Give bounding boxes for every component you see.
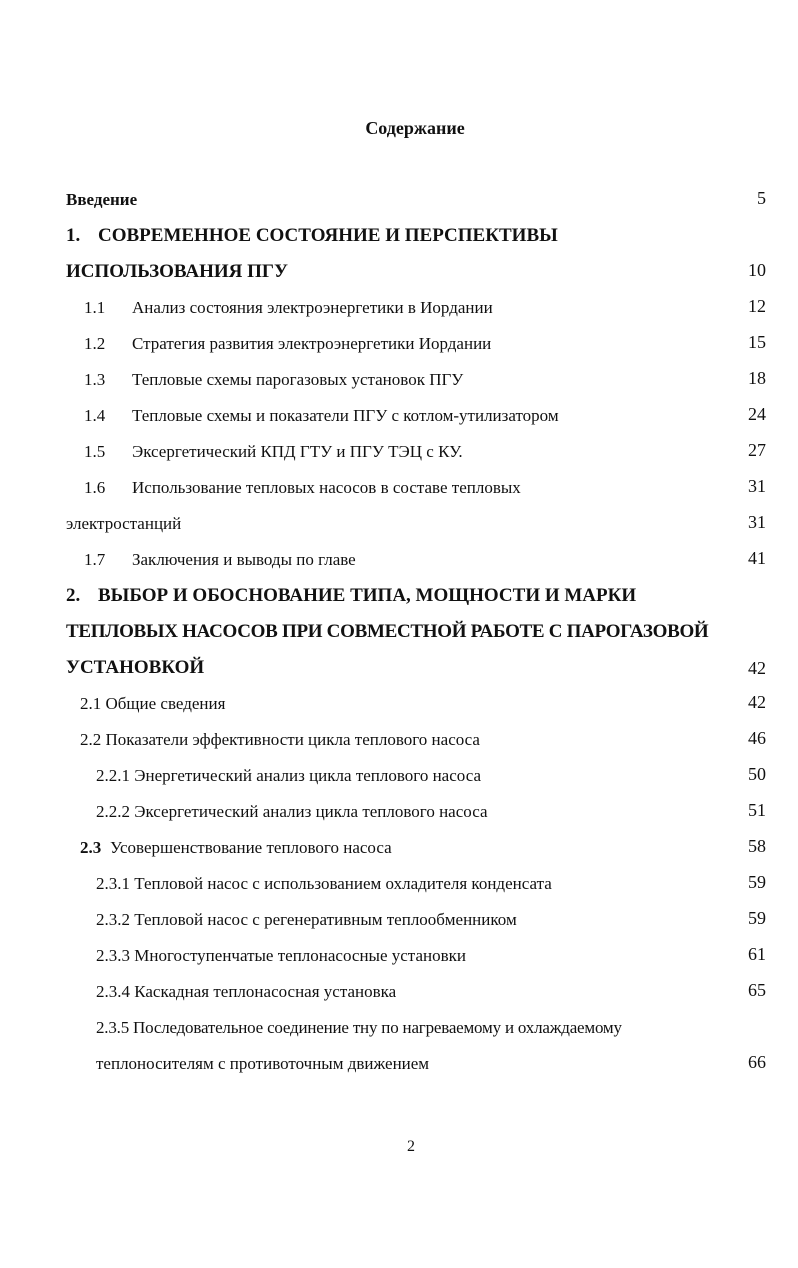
- toc-heading: Содержание: [365, 118, 465, 138]
- entry-text: 2.3.2 Тепловой насос с регенеративным теплообменником: [96, 910, 517, 929]
- entry-number: 1.4: [84, 406, 106, 425]
- entry-page: 51: [748, 800, 766, 820]
- chapter-title-line-1: СОВРЕМЕННОЕ СОСТОЯНИЕ И ПЕРСПЕКТИВЫ: [98, 225, 558, 246]
- entry-page: 50: [748, 764, 766, 784]
- entry-page: 41: [748, 548, 766, 568]
- entry-text: Тепловые схемы и показатели ПГУ с котлом-утилизатором: [132, 406, 559, 425]
- entry-page: 5: [757, 188, 766, 208]
- entry-text: 2.3.1 Тепловой насос с использованием охладителя конденсата: [96, 874, 552, 893]
- entry-page: 15: [748, 332, 766, 352]
- entry-text: Стратегия развития электроэнергетики Иордании: [132, 334, 492, 353]
- entry-number: 1.1: [84, 298, 106, 317]
- entry-page: 42: [748, 658, 766, 678]
- chapter-title-line-2: ТЕПЛОВЫХ НАСОСОВ ПРИ СОВМЕСТНОЙ РАБОТЕ С ПАРОГАЗОВОЙ: [66, 621, 709, 642]
- entry-page: 65: [748, 980, 766, 1000]
- entry-number: 1.5: [84, 442, 106, 461]
- entry-text: 2.2.2 Эксергетический анализ цикла теплового насоса: [96, 802, 488, 821]
- entry-number: 1.7: [84, 550, 106, 569]
- entry-page: 10: [748, 260, 766, 280]
- entry-page: 66: [748, 1052, 766, 1072]
- entry-page: 24: [748, 404, 766, 424]
- entry-text: 2.2 Показатели эффективности цикла теплового насоса: [80, 730, 480, 749]
- chapter-title-line-3: УСТАНОВКОЙ: [66, 657, 205, 678]
- entry-text: 2.3.5 Последовательное соединение тну по нагреваемому и охлаждаемому: [96, 1018, 622, 1037]
- entry-page: 59: [748, 872, 766, 892]
- entry-text: Использование тепловых насосов в составе тепловых: [132, 478, 521, 497]
- entry-text: 2.3.4 Каскадная теплонасосная установка: [96, 982, 397, 1001]
- entry-number: 1.3: [84, 370, 106, 389]
- entry-page: 42: [748, 692, 766, 712]
- chapter-title-line-2: ИСПОЛЬЗОВАНИЯ ПГУ: [66, 261, 288, 282]
- entry-text: электростанций: [66, 514, 182, 533]
- entry-text: 2.3.3 Многоступенчатые теплонасосные установки: [96, 946, 466, 965]
- entry-number: 1.6: [84, 478, 106, 497]
- entry-number: 1.2: [84, 334, 106, 353]
- entry-text: Тепловые схемы парогазовых установок ПГУ: [132, 370, 464, 389]
- entry-text: Анализ состояния электроэнергетики в Иордании: [132, 298, 493, 317]
- chapter-number: 1.: [66, 225, 81, 246]
- entry-text: Эксергетический КПД ГТУ и ПГУ ТЭЦ с КУ.: [132, 442, 463, 461]
- entry-text: 2.1 Общие сведения: [80, 694, 226, 713]
- entry-page: 59: [748, 908, 766, 928]
- entry-text: теплоносителям с противоточным движением: [96, 1054, 430, 1073]
- entry-text: Усовершенствование теплового насоса: [110, 838, 392, 857]
- chapter-title-line-1: ВЫБОР И ОБОСНОВАНИЕ ТИПА, МОЩНОСТИ И МАРКИ: [98, 585, 637, 606]
- entry-page: 58: [748, 836, 766, 856]
- entry-text: Введение: [66, 190, 138, 209]
- entry-page: 18: [748, 368, 766, 388]
- entry-text: 2.2.1 Энергетический анализ цикла теплового насоса: [96, 766, 481, 785]
- entry-number: 2.3: [80, 838, 102, 857]
- entry-text: Заключения и выводы по главе: [132, 550, 356, 569]
- chapter-number: 2.: [66, 585, 81, 606]
- entry-page: 46: [748, 728, 766, 748]
- entry-page: 31: [748, 476, 766, 496]
- page-number: 2: [407, 1138, 415, 1155]
- entry-page: 31: [748, 512, 766, 532]
- entry-page: 12: [748, 296, 766, 316]
- entry-page: 61: [748, 944, 766, 964]
- entry-page: 27: [748, 440, 766, 460]
